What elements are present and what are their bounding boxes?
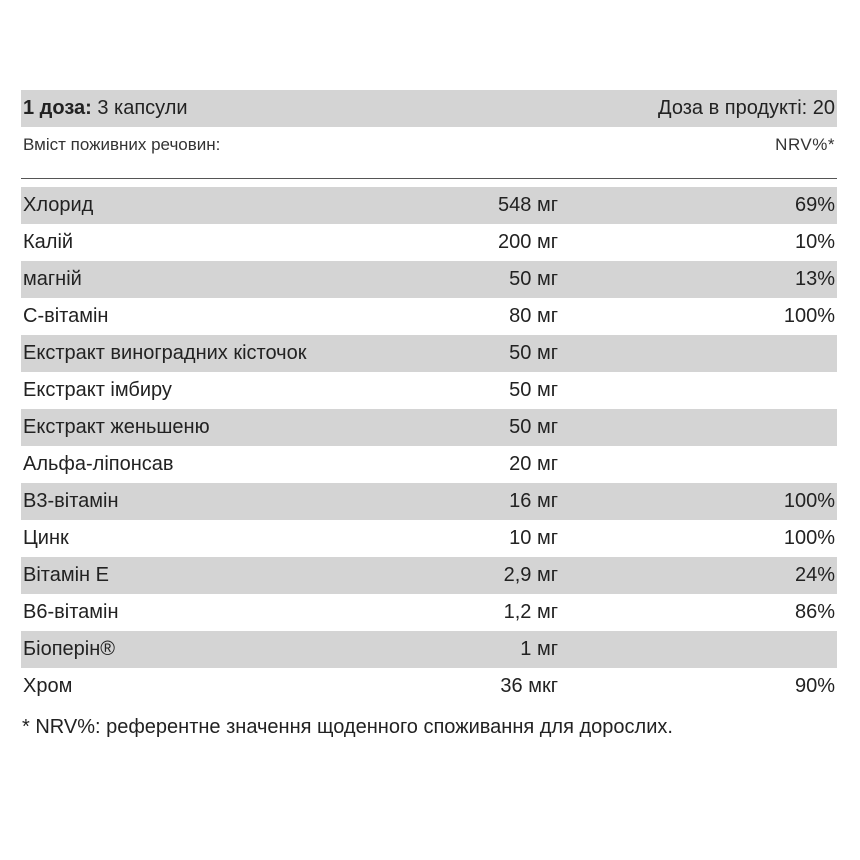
nutrient-nrv: 100% (783, 490, 835, 512)
nutrient-nrv: 90% (794, 675, 835, 697)
nutrient-row (21, 557, 837, 594)
nutrient-nrv: 100% (783, 305, 835, 327)
nutrient-row (21, 520, 837, 557)
nutrient-name: Вітамін Е (23, 564, 109, 586)
nutrient-name: С-вітамін (23, 305, 109, 327)
nutrient-row (21, 409, 837, 446)
nrv-footnote: * NRV%: референтне значення щоденного споживання для дорослих. (22, 716, 673, 738)
serving-size-bold: 1 доза: (23, 97, 92, 119)
nutrient-amount: 548 мг (498, 194, 558, 216)
nutrient-amount: 10 мг (509, 527, 558, 549)
nutrient-nrv: 100% (783, 527, 835, 549)
nutrient-row (21, 483, 837, 520)
spacer (21, 163, 837, 178)
nutrient-name: Біоперін® (23, 638, 115, 660)
nutrient-nrv: 69% (794, 194, 835, 216)
nutrient-name: Екстракт імбиру (23, 379, 172, 401)
nutrient-amount: 2,9 мг (503, 564, 558, 586)
nutrient-name: Калій (23, 231, 74, 253)
nutrient-row (21, 594, 837, 631)
nutrient-row (21, 224, 837, 261)
nutrient-name: Цинк (23, 527, 69, 549)
nutrient-name: магній (23, 268, 82, 290)
nutrient-amount: 20 мг (509, 453, 558, 475)
nutrient-name: Екстракт виноградних кісточок (23, 342, 307, 364)
nutrient-row (21, 446, 837, 483)
serving-size-rest: 3 капсули (91, 97, 188, 119)
nutrient-rows (21, 187, 837, 705)
nutrient-nrv: 10% (794, 231, 835, 253)
nutrient-amount: 50 мг (509, 379, 558, 401)
nutrient-nrv: 24% (794, 564, 835, 586)
nutrient-row (21, 187, 837, 224)
nutrient-row (21, 668, 837, 705)
nutrient-amount: 1 мг (520, 638, 558, 660)
column-header-row (21, 127, 837, 163)
nutrients-label: Вміст поживних речовин: (23, 135, 221, 154)
nutrient-name: В6-вітамін (23, 601, 119, 623)
nutrient-amount: 200 мг (498, 231, 558, 253)
nutrient-amount: 50 мг (509, 416, 558, 438)
nutrient-amount: 16 мг (509, 490, 558, 512)
nutrient-amount: 36 мкг (500, 675, 558, 697)
nutrient-row (21, 372, 837, 409)
nutrient-nrv: 13% (794, 268, 835, 290)
nutrient-row (21, 298, 837, 335)
nutrient-name: В3-вітамін (23, 490, 119, 512)
nutrient-name: Хром (23, 675, 73, 697)
nutrient-row (21, 631, 837, 668)
nutrient-amount: 50 мг (509, 268, 558, 290)
nutrient-name: Хлорид (23, 194, 94, 216)
nutrient-name: Екстракт женьшеню (23, 416, 210, 438)
spacer (21, 179, 837, 187)
nutrient-amount: 50 мг (509, 342, 558, 364)
nutrient-nrv: 86% (794, 601, 835, 623)
serving-size (23, 90, 188, 127)
servings-per-container: Доза в продукті: 20 (658, 97, 835, 119)
nrv-column-label: NRV%* (775, 135, 835, 154)
nutrient-amount: 80 мг (509, 305, 558, 327)
nutrition-table (21, 90, 837, 705)
serving-header-row (21, 90, 837, 127)
nutrient-row (21, 261, 837, 298)
nutrient-row (21, 335, 837, 372)
nutrient-amount: 1,2 мг (503, 601, 558, 623)
nutrient-name: Альфа-ліпонсав (23, 453, 174, 475)
